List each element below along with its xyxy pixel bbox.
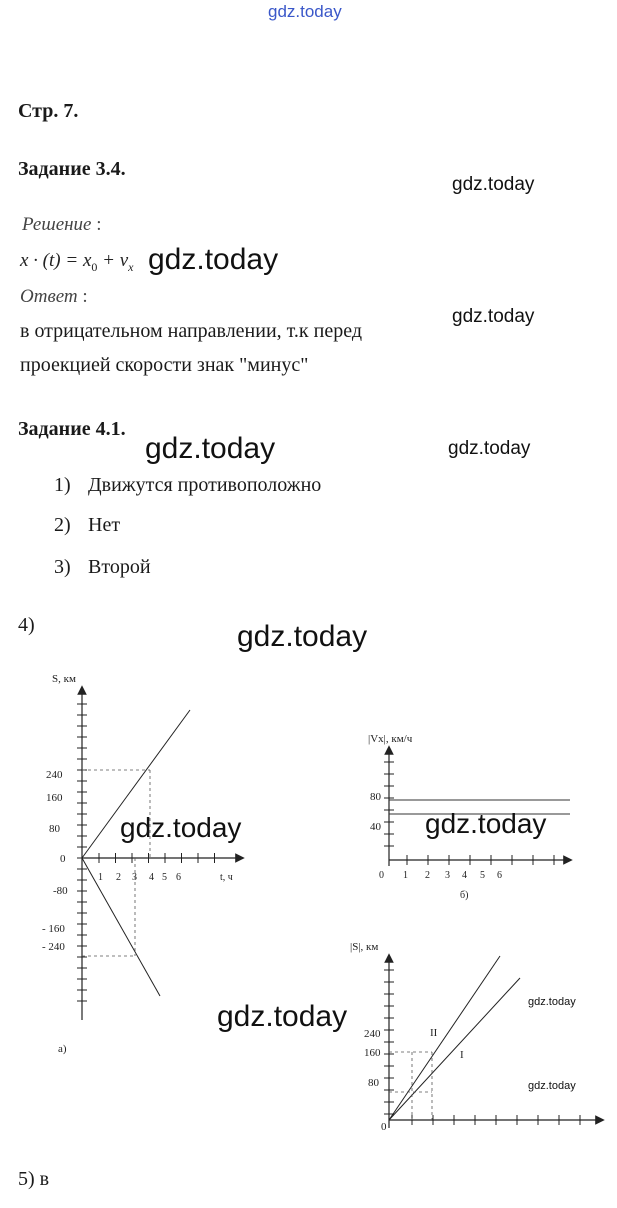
formula: $x \cdot (t) = x_0 + v_x$ xyxy=(20,250,134,274)
chart-a xyxy=(42,673,240,1055)
chart-a-tick-label: -80 xyxy=(53,885,68,897)
chart-a-x-tick-label: 2 xyxy=(116,872,121,883)
chart-b-x-tick-label: 0 xyxy=(379,870,384,881)
chart-b-x-tick-label: 6 xyxy=(497,870,502,881)
chart-b-ylabel: |Vx|, км/ч xyxy=(368,733,413,745)
chart-a-tick-label: 240 xyxy=(46,769,63,781)
watermark: gdz.today xyxy=(425,808,547,839)
watermark: gdz.today xyxy=(217,1000,348,1033)
watermark: gdz.today xyxy=(528,996,576,1008)
chart-b-x-tick-label: 1 xyxy=(403,870,408,881)
list-item-num: 2) xyxy=(54,514,71,536)
watermark: gdz.today xyxy=(452,174,535,195)
watermark: gdz.today xyxy=(452,306,535,327)
list-item-text: Нет xyxy=(88,514,121,536)
chart-a-x-tick-label: 6 xyxy=(176,872,181,883)
chart-a-tick-label: - 160 xyxy=(42,923,65,935)
list-item-5: 5) в xyxy=(18,1168,50,1190)
chart-b-x-tick-label: 2 xyxy=(425,870,430,881)
chart-c xyxy=(350,941,600,1133)
chart-c-tick-label: 160 xyxy=(364,1047,381,1059)
chart-c-series-label: I xyxy=(460,1049,464,1061)
watermark: gdz.today xyxy=(145,432,276,465)
graphs-figure xyxy=(0,660,617,1140)
page-label: Стр. 7. xyxy=(18,100,79,122)
watermark: gdz.today xyxy=(448,438,531,459)
chart-a-x-tick-label: 3 xyxy=(132,872,137,883)
chart-c-series-II xyxy=(389,956,500,1120)
watermark: gdz.today xyxy=(237,620,368,653)
watermark: gdz.today xyxy=(120,812,242,843)
watermark: gdz.today xyxy=(148,243,279,276)
chart-c-tick-label: 240 xyxy=(364,1028,381,1040)
list-item-num: 3) xyxy=(54,556,71,578)
chart-c-tick-label: 80 xyxy=(368,1077,379,1089)
answer-line-2: проекцией скорости знак "минус" xyxy=(20,354,309,376)
chart-b-tick-label: 40 xyxy=(370,821,381,833)
list-item-text: Второй xyxy=(88,556,151,578)
chart-b-x-tick-label: 5 xyxy=(480,870,485,881)
chart-b-x-tick-label: 4 xyxy=(462,870,467,881)
chart-b-x-tick-label: 3 xyxy=(445,870,450,881)
answer-line-1: в отрицательном направлении, т.к перед xyxy=(20,320,362,342)
chart-c-tick-label: 0 xyxy=(381,1121,387,1133)
chart-b-tick-label: 80 xyxy=(370,791,381,803)
list-item-text: Движутся противоположно xyxy=(88,474,322,496)
list-item-num: 4) xyxy=(18,614,35,636)
chart-c-series-I xyxy=(389,978,520,1120)
chart-a-tick-label: 0 xyxy=(60,853,66,865)
solution-label: Решение : xyxy=(22,214,102,235)
chart-a-tick-label: 80 xyxy=(49,823,60,835)
chart-a-x-tick-label: 5 xyxy=(162,872,167,883)
chart-a-xlabel: t, ч xyxy=(220,872,233,883)
watermark: gdz.today xyxy=(528,1080,576,1092)
task-4-1-title: Задание 4.1. xyxy=(18,418,126,440)
task-3-4-title: Задание 3.4. xyxy=(18,158,126,180)
chart-a-tick-label: 160 xyxy=(46,792,63,804)
chart-a-x-tick-label: 1 xyxy=(98,872,103,883)
chart-c-series-label: II xyxy=(430,1027,438,1039)
chart-b-caption: б) xyxy=(460,890,469,901)
list-item-num: 1) xyxy=(54,474,71,496)
chart-a-ylabel: S, км xyxy=(52,673,76,685)
chart-a-x-tick-label: 4 xyxy=(149,872,154,883)
chart-a-caption: а) xyxy=(58,1043,67,1055)
answer-label: Ответ : xyxy=(20,286,88,307)
watermark-top: gdz.today xyxy=(268,2,342,21)
chart-a-tick-label: - 240 xyxy=(42,941,65,953)
chart-c-ylabel: |S|, км xyxy=(350,941,379,953)
